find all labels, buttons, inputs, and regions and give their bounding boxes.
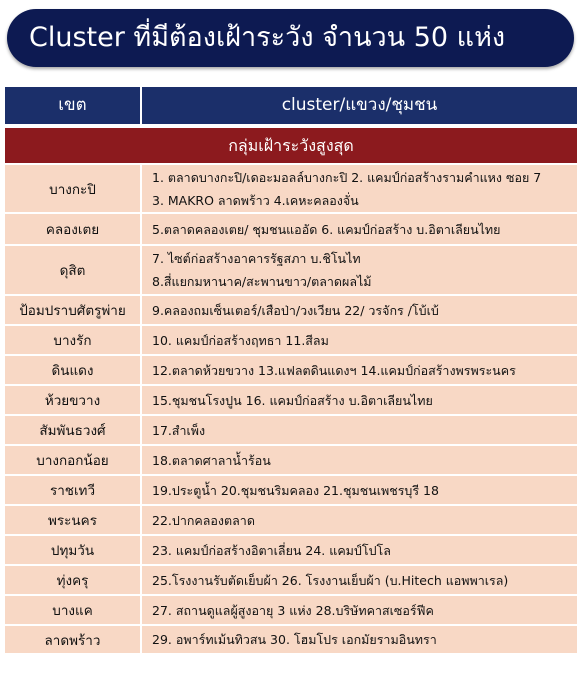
- cluster-line: 7. ไซต์ก่อสร้างอาคารรัฐสภา บ.ชิโนไท: [152, 251, 361, 266]
- cluster-cell: [142, 165, 577, 212]
- district-cell: บางรัก: [5, 326, 140, 354]
- table-row: [5, 446, 577, 474]
- district-cell: บางแค: [5, 596, 140, 624]
- table-row: [5, 506, 577, 534]
- district-cell: ป้อมปราบศัตรูพ่าย: [5, 296, 140, 324]
- table-row: [5, 356, 577, 384]
- district-cell: บางกอกน้อย: [5, 446, 140, 474]
- district-cell: ห้วยขวาง: [5, 386, 140, 414]
- district-cell: สัมพันธวงศ์: [5, 416, 140, 444]
- table-row: [5, 386, 577, 414]
- column-header-cluster: cluster/แขวง/ชุมชน: [142, 87, 577, 124]
- cluster-line: 27. สถานดูแลผู้สูงอายุ 3 แห่ง 28.บริษัทคาสเซอร์ฟีค: [152, 602, 434, 618]
- district-cell: ทุ่งครุ: [5, 566, 140, 594]
- cluster-cell: [142, 386, 577, 414]
- district-cell: บางกะปิ: [5, 165, 140, 212]
- district-cell: ดินแดง: [5, 356, 140, 384]
- page-title: Cluster ที่มีต้องเฝ้าระวัง จำนวน 50 แห่ง: [7, 9, 574, 67]
- cluster-cell: [142, 596, 577, 624]
- cluster-line: 23. แคมป์ก่อสร้างอิตาเลี่ยน 24. แคมป์โปโล: [152, 542, 391, 558]
- cluster-cell: [142, 214, 577, 244]
- district-cell: ลาดพร้าว: [5, 626, 140, 653]
- cluster-line: 25.โรงงานรับตัดเย็บผ้า 26. โรงงานเย็บผ้า (บ.Hitech แอพพาเรล): [152, 572, 509, 588]
- district-cell: ปทุมวัน: [5, 536, 140, 564]
- cluster-line: 9.คลองถมเซ็นเตอร์/เสือป่า/วงเวียน 22/ วรจักร /โบ้เบ้: [152, 302, 439, 318]
- cluster-cell: [142, 356, 577, 384]
- table-header: [5, 87, 577, 124]
- cluster-cell: [142, 506, 577, 534]
- table-row: [5, 476, 577, 504]
- district-cell: คลองเตย: [5, 214, 140, 244]
- cluster-line: 10. แคมป์ก่อสร้างฤทธา 11.สีลม: [152, 332, 329, 348]
- cluster-line: 3. MAKRO ลาดพร้าว 4.เคหะคลองจั่น: [152, 192, 359, 208]
- cluster-line: 15.ชุมชนโรงปูน 16. แคมป์ก่อสร้าง บ.อิตาเลียนไทย: [152, 392, 433, 408]
- table-row: [5, 326, 577, 354]
- cluster-cell: [142, 626, 577, 653]
- cluster-line: 22.ปากคลองตลาด: [152, 512, 255, 528]
- cluster-line: 5.ตลาดคลองเตย/ ชุมชนแออัด 6. แคมป์ก่อสร้าง บ.อิตาเลียนไทย: [152, 221, 501, 237]
- table-row: [5, 296, 577, 324]
- cluster-line: 19.ประตูน้ำ 20.ชุมชนริมคลอง 21.ชุมชนเพชรบุรี 18: [152, 482, 439, 498]
- cluster-cell: [142, 296, 577, 324]
- table-row: [5, 626, 577, 653]
- district-cell: ดุสิต: [5, 246, 140, 294]
- cluster-line: 12.ตลาดห้วยขวาง 13.แฟลตดินแดงฯ 14.แคมป์ก่อสร้างพรพระนคร: [152, 362, 516, 378]
- cluster-cell: [142, 246, 577, 294]
- table-row: [5, 165, 577, 212]
- cluster-line: 8.สี่แยกมหานาค/สะพานขาว/ตลาดผลไม้: [152, 274, 372, 289]
- cluster-cell: [142, 446, 577, 474]
- cluster-cell: [142, 536, 577, 564]
- column-header-district: เขต: [5, 87, 140, 124]
- cluster-cell: [142, 416, 577, 444]
- cluster-line: 1. ตลาดบางกะปิ/เดอะมอลล์บางกะปิ 2. แคมป์ก่อสร้างรามคำแหง ซอย 7: [152, 169, 542, 185]
- cluster-line: 18.ตลาดศาลาน้ำร้อน: [152, 452, 271, 468]
- table-row: [5, 566, 577, 594]
- cluster-line: 29. อพาร์ทเม้นทิวสน 30. โฮมโปร เอกมัยรามอินทรา: [152, 632, 437, 647]
- group-header-highest-watch: กลุ่มเฝ้าระวังสูงสุด: [5, 128, 577, 163]
- table-row: [5, 596, 577, 624]
- table-row: [5, 246, 577, 294]
- cluster-table: [5, 87, 577, 653]
- cluster-cell: [142, 326, 577, 354]
- table-body: [5, 165, 577, 653]
- district-cell: พระนคร: [5, 506, 140, 534]
- district-cell: ราชเทวี: [5, 476, 140, 504]
- cluster-line: 17.สำเพ็ง: [152, 422, 206, 438]
- table-row: [5, 214, 577, 244]
- cluster-cell: [142, 566, 577, 594]
- cluster-cell: [142, 476, 577, 504]
- table-row: [5, 416, 577, 444]
- table-row: [5, 536, 577, 564]
